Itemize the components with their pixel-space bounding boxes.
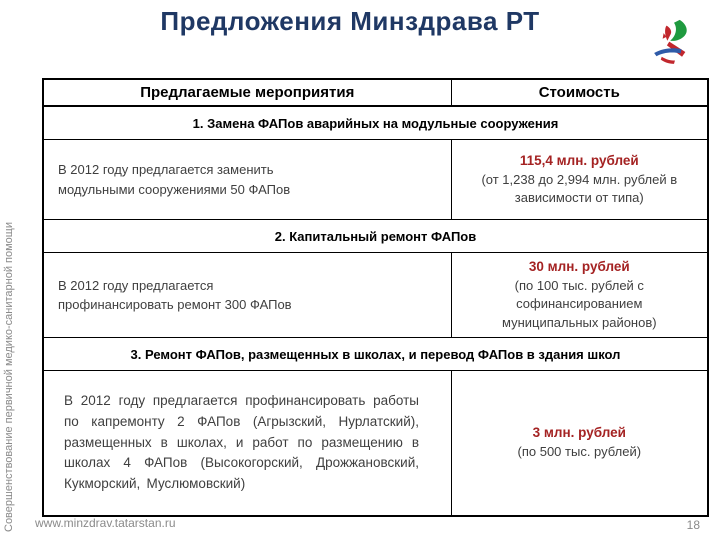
sidebar-vertical-label: Совершенствование первичной медико-санитарной помощи bbox=[3, 222, 15, 532]
page-number: 18 bbox=[686, 518, 700, 532]
table-row bbox=[44, 370, 707, 515]
section-1-activity bbox=[44, 140, 452, 219]
section-1-cost-note: (от 1,238 до 2,994 млн. рублей в зависимости от типа) bbox=[481, 171, 678, 205]
section-3-cost-amount: 3 млн. рублей bbox=[532, 425, 626, 441]
section-1-cost-cell bbox=[452, 140, 707, 219]
section-3-activity-text: В 2012 году предлагается профинансировать работы по капремонту 2 ФАПов (Агрызский, Нурлатский), размещенных в школах, и работ по размещению в школах 4 ФАПов (Высокогорский, Дрожжановский, Кукморский, Муслюмовский) bbox=[64, 392, 419, 492]
table-header-row bbox=[44, 80, 707, 107]
section-3-cost-cell bbox=[452, 371, 707, 515]
page-title: Предложения Минздрава РТ bbox=[160, 6, 540, 36]
table-row bbox=[44, 252, 707, 337]
section-2-cost-amount: 30 млн. рублей bbox=[528, 259, 630, 275]
tatarstan-bird-logo-icon bbox=[650, 18, 698, 70]
section-1-activity-text: В 2012 году предлагается заменить модульными сооружениями 50 ФАПов bbox=[58, 162, 291, 197]
section-2-activity bbox=[44, 253, 452, 337]
section-2-cost-cell bbox=[452, 253, 707, 337]
section-1-title: 1. Замена ФАПов аварийных на модульные сооружения bbox=[192, 115, 559, 131]
section-3-title: 3. Ремонт ФАПов, размещенных в школах, и перевод ФАПов в здания школ bbox=[44, 337, 707, 370]
footer-url: www.minzdrav.tatarstan.ru bbox=[35, 516, 176, 530]
section-1-cost-amount: 115,4 млн. рублей bbox=[519, 152, 639, 168]
section-3-cost-note: (по 500 тыс. рублей) bbox=[517, 444, 642, 460]
section-2-title: 2. Капитальный ремонт ФАПов bbox=[44, 219, 707, 252]
table-row bbox=[44, 139, 707, 219]
column-header-cost: Стоимость bbox=[538, 84, 620, 101]
section-2-cost-note: (по 100 тыс. рублей с софинансированием муниципальных районов) bbox=[501, 278, 657, 330]
column-header-measures: Предлагаемые мероприятия bbox=[44, 80, 452, 105]
section-2-activity-text: В 2012 году предлагается профинансировать ремонт 300 ФАПов bbox=[58, 277, 292, 312]
proposals-table bbox=[42, 78, 709, 517]
section-3-activity bbox=[44, 371, 452, 515]
